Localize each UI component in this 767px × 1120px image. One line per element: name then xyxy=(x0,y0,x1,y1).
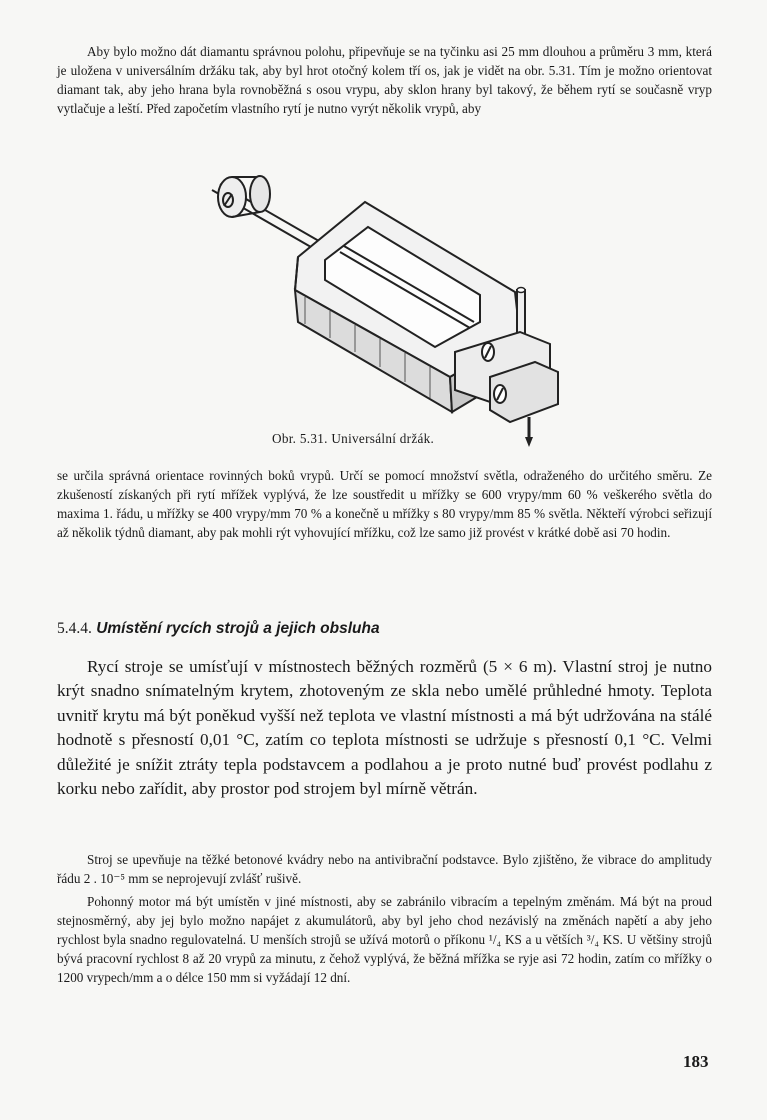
figure-caption: Obr. 5.31. Universální držák. xyxy=(272,431,435,446)
section-heading xyxy=(57,620,380,638)
section-number: 5.4.4. xyxy=(57,620,92,637)
paragraph-diamond-mount: Aby bylo možno dát diamantu správnou polohu, připevňuje se na tyčinku asi 25 mm dlouhou a průměru 3 mm, která je uložena v universálním držáku tak, aby byl hrot otočný kolem tří os, jak je vidět na obr. 5.31. Tím je možno orientovat diamant tak, aby jeho hrana byla rovnoběžná s osou vrypu, aby sklon hrany byl takový, že během rytí se současně vryp vytlačuje a leští. Před započetím vlastního rytí je nutno vyrýt několik vrypů, aby xyxy=(57,44,712,116)
page-number: 183 xyxy=(683,1052,709,1071)
figure-universal-holder xyxy=(190,172,570,447)
paragraph-foundation: Stroj se upevňuje na těžké betonové kvádry nebo na antivibrační podstavce. Bylo zjištěno, že vibrace do amplitudy řádu 2 . 10⁻⁵ mm se neprojevují zvlášť rušivě. xyxy=(57,852,712,886)
paragraph-orientation: se určila správná orientace rovinných boků vrypů. Určí se pomocí množství světla, odraženého do určitého směru. Ze zkušeností získaných při rytí mřížek vyplývá, že lze soustředit u mřížky se 600 vrypy/mm 60 % veškerého světla do maxima 1. řádu, u mřížky se 400 vrypy/mm 70 % a konečně u mřížky s 80 vrypy/mm 85 % světla. Někteří výrobci seřizují až několik týdnů diamant, aby pak mohli rýt vyhovující mřížku, což lze samo již provést v krátké době asi 70 hodin. xyxy=(57,468,712,540)
section-title: Umístění rycích strojů a jejich obsluha xyxy=(96,620,380,637)
paragraph-drive-motor: Pohonný motor má být umístěn v jiné místnosti, aby se zabránilo vibracím a tepelným změnám. Má být na proud stejnosměrný, aby jej bylo možno napájet z akumulátorů, aby byl jeho chod nezávislý na změnách napětí a aby jeho rychlost byla snadno regulovatelná. U menších strojů se užívá motorů o příkonu ¹/₄ KS a u větších ³/₄ KS. U většiny strojů bývá pracovní rychlost 8 až 20 vrypů za minutu, z čehož vyplývá, že běžná mřížka se ryje asi 72 hodin, zatím co mřížky o 1200 vrypech/mm a o délce 150 mm si vyžádají 12 dní. xyxy=(57,894,712,985)
paragraph-machine-placement: Rycí stroje se umísťují v místnostech běžných rozměrů (5 × 6 m). Vlastní stroj je nutno krýt snadno snímatelným krytem, zhotoveným ze skla nebo umělé průhledné hmoty. Teplota uvnitř krytu má být poněkud vyšší než teplota ve vlastní místnosti a má být udržována na stálé hodnotě s přesností 0,01 °C, zatím co teplota místnosti se udržuje s přesností 0,1 °C. Velmi důležité je snížit ztráty tepla podstavcem a podlahou a je proto nutné buď provést podlahu z korku nebo zařídit, aby prostor pod strojem byl mírně větrán. xyxy=(57,657,712,799)
